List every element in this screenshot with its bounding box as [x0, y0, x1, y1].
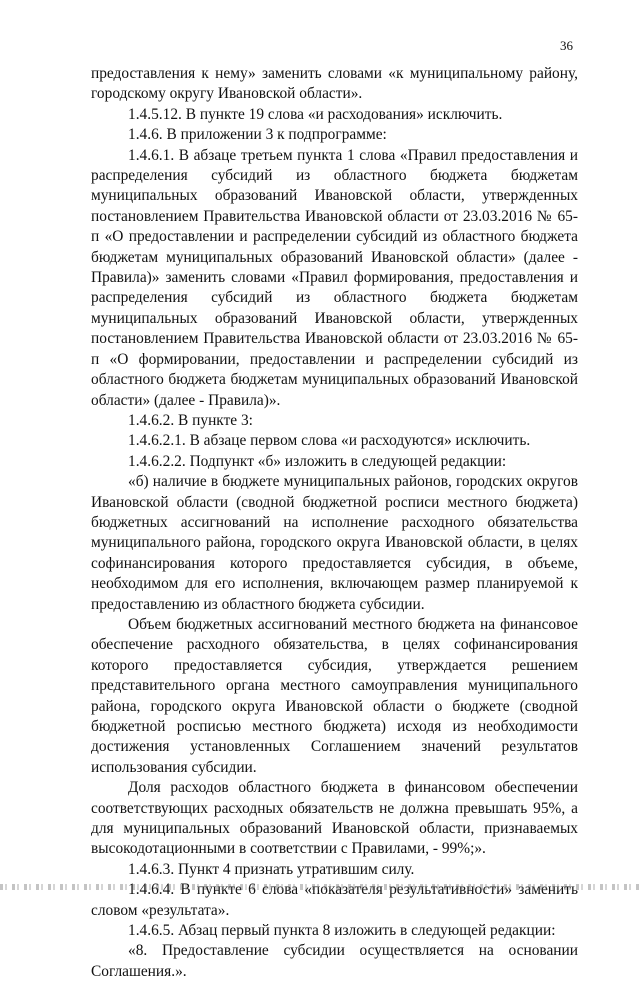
document-body: [91, 64, 578, 982]
paragraph: предоставления к нему» заменить словами «к муниципальному району, городскому округу Ивановской области».: [91, 65, 578, 103]
paragraph: 1.4.6.2.1. В абзаце первом слова «и расходуются» исключить.: [128, 432, 531, 450]
paragraph: 1.4.6.2. В пункте 3:: [128, 411, 253, 429]
paragraph: 1.4.6.3. Пункт 4 признать утратившим силу.: [128, 860, 415, 878]
paragraph: Объем бюджетных ассигнований местного бюджета на финансовое обеспечение расходного обязательства, в целях софинансирования которого предоставляется субсидия, утверждается решением представительного органа местного самоуправления муниципального района, городского округа Ивановской области о бюджете (сводной бюджетной росписью местного бюджета) исходя из необходимости достижения установленных Соглашением значений результатов использования субсидии.: [91, 615, 578, 776]
paragraph: 1.4.5.12. В пункте 19 слова «и расходования» исключить.: [128, 105, 503, 123]
paragraph: 1.4.6.2.2. Подпункт «б» изложить в следующей редакции:: [128, 452, 507, 470]
paragraph: 1.4.6.1. В абзаце третьем пункта 1 слова «Правил предоставления и распределения субсидий из областного бюджета бюджетам муниципальных образований Ивановской области, утвержденных постановлением Правительства Ивановской области от 23.03.2016 № 65-п «О предоставлении и распределении субсидий из областного бюджета бюджетам муниципальных образований Ивановской области» (далее - Правила)» заменить словами «Правил формирования, предоставления и распределения субсидий из областного бюджета бюджетам муниципальных образований Ивановской области, утвержденных постановлением Правительства Ивановской области от 23.03.2016 № 65-п «О формировании, предоставлении и распределении субсидий из областного бюджета бюджетам муниципальных образований Ивановской области» (далее - Правила)».: [91, 146, 578, 409]
paragraph: 1.4.6.4. В пункте 6 слова «показателя результативности» заменить словом «результата».: [91, 881, 578, 919]
page-number: 36: [560, 38, 573, 53]
paragraph: «8. Предоставление субсидии осуществляется на основании Соглашения.».: [91, 942, 578, 980]
paragraph: 1.4.6.5. Абзац первый пункта 8 изложить в следующей редакции:: [128, 922, 556, 940]
scan-artifact-line: [0, 884, 640, 890]
paragraph: Доля расходов областного бюджета в финансовом обеспечении соответствующих расходных обязательств не должна превышать 95%, а для муниципальных образований Ивановской области, признаваемых высокодотационными в соответствии с Правилами, - 99%;».: [91, 779, 578, 858]
paragraph: 1.4.6. В приложении 3 к подпрограмме:: [128, 126, 387, 144]
paragraph: «б) наличие в бюджете муниципальных районов, городских округов Ивановской области (сводной бюджетной росписи местного бюджета) бюджетных ассигнований на исполнение расходного обязательства муниципального района, городского округа Ивановской области, в целях софинансирования которого предоставляется субсидия, в объеме, необходимом для его исполнения, включающем размер планируемой к предоставлению из областного бюджета субсидии.: [91, 473, 578, 613]
